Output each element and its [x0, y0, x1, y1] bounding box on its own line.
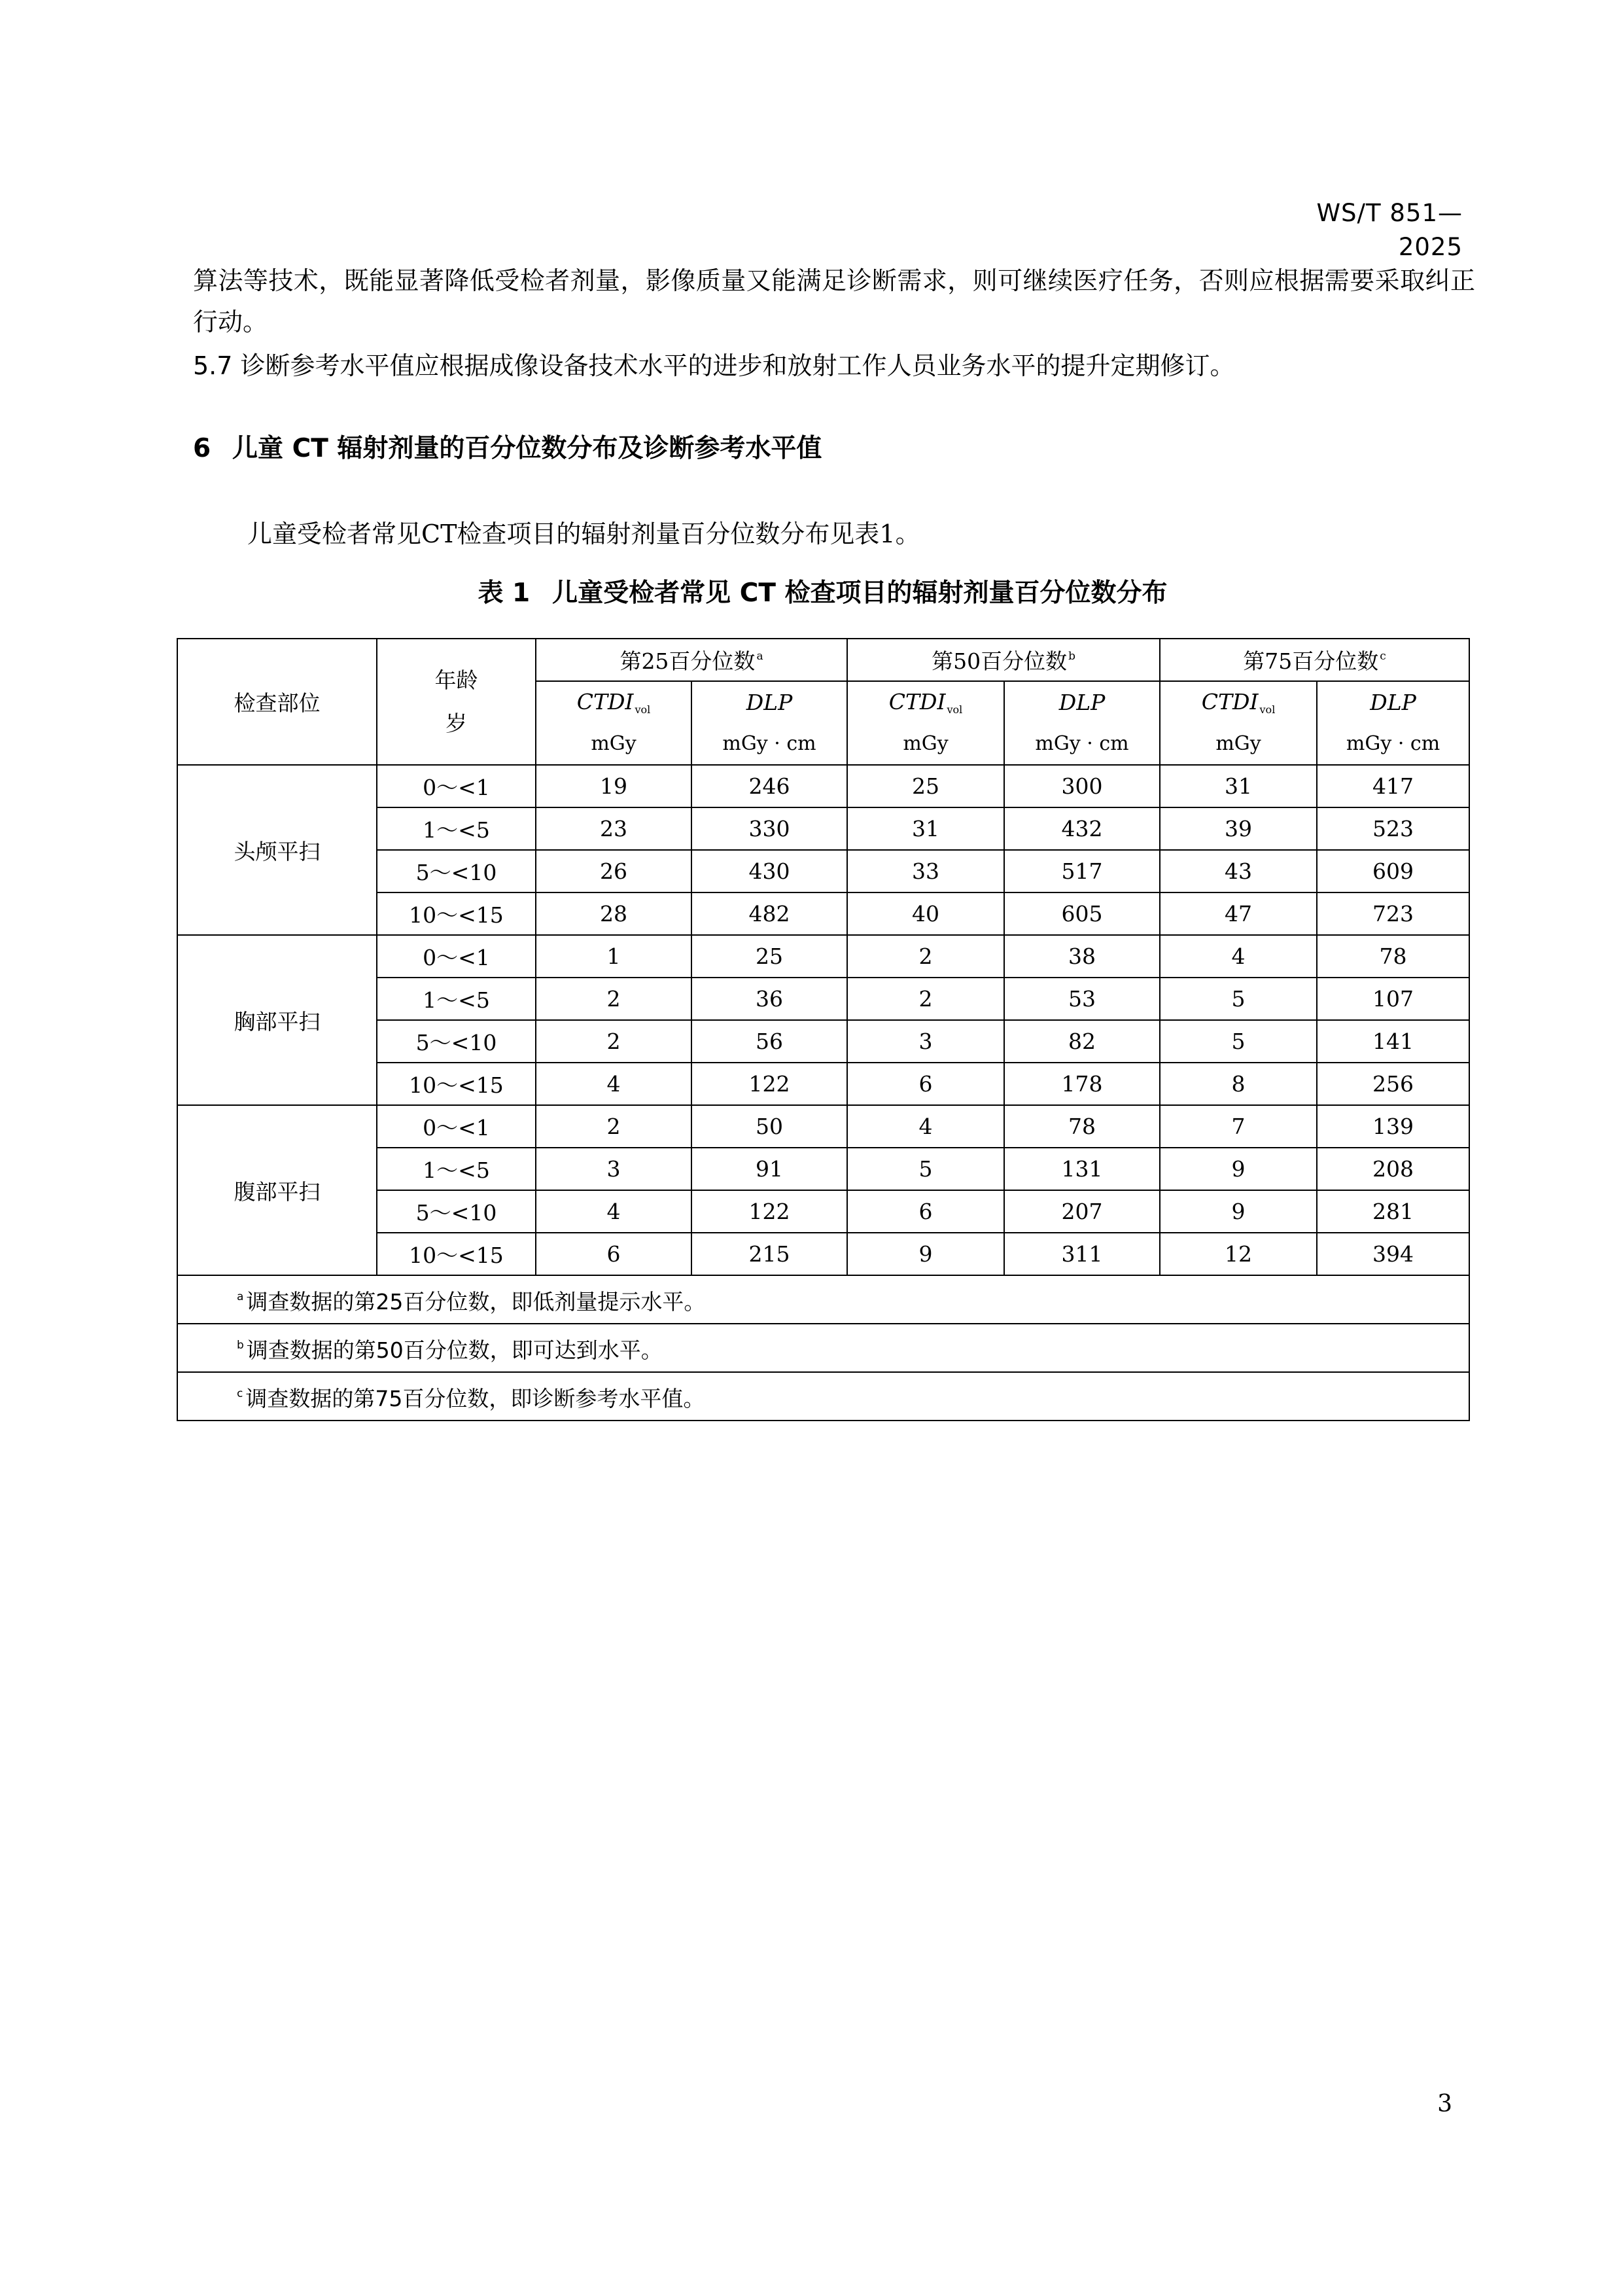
header-age-line2: 岁 [445, 710, 467, 736]
ctdi-subscript: vol [947, 703, 963, 716]
exam-part-cell: 胸部平扫 [177, 935, 377, 1105]
header-dlp [691, 681, 847, 723]
ctdi-label: CTDI [888, 689, 946, 715]
age-cell: 1～<5 [377, 978, 536, 1020]
age-cell: 0～<1 [377, 935, 536, 978]
dlp-value-cell: 53 [1004, 978, 1160, 1020]
table-row [177, 765, 1469, 807]
ctdi-subscript: vol [635, 703, 651, 716]
dlp-value-cell: 394 [1317, 1233, 1469, 1275]
dlp-value-cell: 256 [1317, 1063, 1469, 1105]
footnote-mark: b [1068, 650, 1075, 663]
dlp-value-cell: 122 [691, 1063, 847, 1105]
dlp-value-cell: 91 [691, 1148, 847, 1190]
dlp-value-cell: 107 [1317, 978, 1469, 1020]
ctdi-value-cell: 3 [847, 1020, 1004, 1063]
dlp-value-cell: 139 [1317, 1105, 1469, 1148]
table-title-text: 儿童受检者常见 CT 检查项目的辐射剂量百分位数分布 [552, 578, 1168, 608]
dlp-value-cell: 78 [1317, 935, 1469, 978]
ctdi-value-cell: 5 [847, 1148, 1004, 1190]
age-cell: 0～<1 [377, 1105, 536, 1148]
age-cell: 10～<15 [377, 892, 536, 935]
dlp-value-cell: 38 [1004, 935, 1160, 978]
section-heading [193, 429, 1436, 469]
ctdi-value-cell: 39 [1160, 807, 1317, 850]
unit-dlp: mGy · cm [691, 723, 847, 765]
footnote-c [177, 1372, 1469, 1421]
ctdi-value-cell: 47 [1160, 892, 1317, 935]
ctdi-value-cell: 26 [536, 850, 691, 892]
ctdi-subscript: vol [1259, 703, 1276, 716]
dlp-value-cell: 523 [1317, 807, 1469, 850]
dlp-value-cell: 330 [691, 807, 847, 850]
ctdi-value-cell: 2 [536, 978, 691, 1020]
ctdi-value-cell: 2 [847, 935, 1004, 978]
table-title [177, 574, 1469, 613]
age-cell: 10～<15 [377, 1063, 536, 1105]
ctdi-value-cell: 3 [536, 1148, 691, 1190]
dlp-value-cell: 605 [1004, 892, 1160, 935]
dlp-value-cell: 609 [1317, 850, 1469, 892]
header-age [377, 639, 536, 765]
dlp-value-cell: 36 [691, 978, 847, 1020]
ctdi-value-cell: 2 [536, 1020, 691, 1063]
dlp-value-cell: 141 [1317, 1020, 1469, 1063]
table-row [177, 935, 1469, 978]
ctdi-value-cell: 12 [1160, 1233, 1317, 1275]
ctdi-value-cell: 23 [536, 807, 691, 850]
footnote-mark: a [237, 1290, 244, 1303]
ctdi-value-cell: 4 [536, 1063, 691, 1105]
header-ctdi [847, 681, 1004, 723]
ctdi-value-cell: 7 [1160, 1105, 1317, 1148]
section-title: 儿童 CT 辐射剂量的百分位数分布及诊断参考水平值 [232, 434, 822, 463]
intro-paragraph: 儿童受检者常见CT检查项目的辐射剂量百分位数分布见表1。 [247, 520, 920, 548]
footnote-mark: a [756, 650, 763, 663]
exam-part-cell: 头颅平扫 [177, 765, 377, 935]
dose-percentile-table [177, 638, 1470, 1421]
ctdi-value-cell: 6 [536, 1233, 691, 1275]
ctdi-value-cell: 1 [536, 935, 691, 978]
footnote-b [177, 1324, 1469, 1372]
dlp-value-cell: 723 [1317, 892, 1469, 935]
footnote-mark: c [237, 1387, 243, 1400]
dlp-value-cell: 517 [1004, 850, 1160, 892]
dlp-value-cell: 131 [1004, 1148, 1160, 1190]
unit-dlp: mGy · cm [1004, 723, 1160, 765]
footnote-text: 调查数据的第50百分位数，即可达到水平。 [246, 1337, 663, 1363]
dlp-label: DLP [1370, 690, 1416, 715]
paragraph-5-7: 5.7 诊断参考水平值应根据成像设备技术水平的进步和放射工作人员业务水平的提升定期修订。 [193, 351, 1235, 380]
ctdi-value-cell: 40 [847, 892, 1004, 935]
header-dlp [1317, 681, 1469, 723]
dlp-value-cell: 430 [691, 850, 847, 892]
ctdi-label: CTDI [1201, 689, 1259, 715]
ctdi-value-cell: 2 [536, 1105, 691, 1148]
ctdi-value-cell: 4 [1160, 935, 1317, 978]
ctdi-value-cell: 4 [847, 1105, 1004, 1148]
dlp-value-cell: 178 [1004, 1063, 1160, 1105]
dlp-value-cell: 215 [691, 1233, 847, 1275]
age-cell: 5～<10 [377, 1190, 536, 1233]
dlp-value-cell: 56 [691, 1020, 847, 1063]
header-ctdi [1160, 681, 1317, 723]
ctdi-value-cell: 4 [536, 1190, 691, 1233]
header-group-p75 [1160, 639, 1469, 681]
table-number: 表 1 [478, 578, 531, 608]
dlp-value-cell: 281 [1317, 1190, 1469, 1233]
group-label: 第50百分位数 [932, 648, 1068, 674]
ctdi-value-cell: 33 [847, 850, 1004, 892]
dlp-value-cell: 417 [1317, 765, 1469, 807]
ctdi-value-cell: 2 [847, 978, 1004, 1020]
footnote-mark: b [237, 1339, 244, 1352]
dlp-value-cell: 246 [691, 765, 847, 807]
header-dlp [1004, 681, 1160, 723]
ctdi-value-cell: 8 [1160, 1063, 1317, 1105]
header-age-line1: 年龄 [434, 667, 478, 693]
unit-ctdi: mGy [536, 723, 691, 765]
ctdi-value-cell: 28 [536, 892, 691, 935]
dlp-value-cell: 50 [691, 1105, 847, 1148]
unit-ctdi: mGy [847, 723, 1004, 765]
unit-ctdi: mGy [1160, 723, 1317, 765]
dlp-value-cell: 82 [1004, 1020, 1160, 1063]
dlp-label: DLP [746, 690, 793, 715]
header-ctdi [536, 681, 691, 723]
table-body [177, 765, 1469, 1275]
age-cell: 5～<10 [377, 850, 536, 892]
dlp-value-cell: 207 [1004, 1190, 1160, 1233]
age-cell: 5～<10 [377, 1020, 536, 1063]
dlp-value-cell: 311 [1004, 1233, 1160, 1275]
header-part [177, 639, 377, 765]
paragraph-continuation: 算法等技术，既能显著降低受检者剂量，影像质量又能满足诊断需求，则可继续医疗任务，否则应根据需要采取纠正行动。 [193, 266, 1475, 336]
dlp-value-cell: 432 [1004, 807, 1160, 850]
ctdi-value-cell: 9 [1160, 1190, 1317, 1233]
ctdi-label: CTDI [576, 689, 634, 715]
ctdi-value-cell: 9 [847, 1233, 1004, 1275]
dlp-label: DLP [1058, 690, 1106, 715]
ctdi-value-cell: 6 [847, 1063, 1004, 1105]
table-row [177, 1105, 1469, 1148]
ctdi-value-cell: 19 [536, 765, 691, 807]
age-cell: 1～<5 [377, 1148, 536, 1190]
section-number: 6 [193, 434, 211, 463]
header-group-p25 [536, 639, 847, 681]
ctdi-value-cell: 25 [847, 765, 1004, 807]
document-code: WS/T 851—2025 [1316, 199, 1463, 261]
page-number: 3 [1437, 2091, 1452, 2117]
footnote-text: 调查数据的第75百分位数，即诊断参考水平值。 [245, 1386, 705, 1411]
age-cell: 1～<5 [377, 807, 536, 850]
ctdi-value-cell: 31 [847, 807, 1004, 850]
ctdi-value-cell: 43 [1160, 850, 1317, 892]
group-label: 第25百分位数 [620, 648, 756, 674]
dlp-value-cell: 300 [1004, 765, 1160, 807]
dlp-value-cell: 122 [691, 1190, 847, 1233]
ctdi-value-cell: 9 [1160, 1148, 1317, 1190]
dlp-value-cell: 482 [691, 892, 847, 935]
age-cell: 0～<1 [377, 765, 536, 807]
group-label: 第75百分位数 [1243, 648, 1379, 674]
dlp-value-cell: 78 [1004, 1105, 1160, 1148]
exam-part-cell: 腹部平扫 [177, 1105, 377, 1275]
header-group-p50 [847, 639, 1160, 681]
ctdi-value-cell: 31 [1160, 765, 1317, 807]
ctdi-value-cell: 6 [847, 1190, 1004, 1233]
dlp-value-cell: 25 [691, 935, 847, 978]
footnote-mark: c [1380, 650, 1386, 663]
ctdi-value-cell: 5 [1160, 978, 1317, 1020]
header-part-label: 检查部位 [234, 690, 321, 716]
dlp-value-cell: 208 [1317, 1148, 1469, 1190]
unit-dlp: mGy · cm [1317, 723, 1469, 765]
ctdi-value-cell: 5 [1160, 1020, 1317, 1063]
footnote-text: 调查数据的第25百分位数，即低剂量提示水平。 [246, 1289, 706, 1315]
age-cell: 10～<15 [377, 1233, 536, 1275]
footnote-a [177, 1275, 1469, 1324]
